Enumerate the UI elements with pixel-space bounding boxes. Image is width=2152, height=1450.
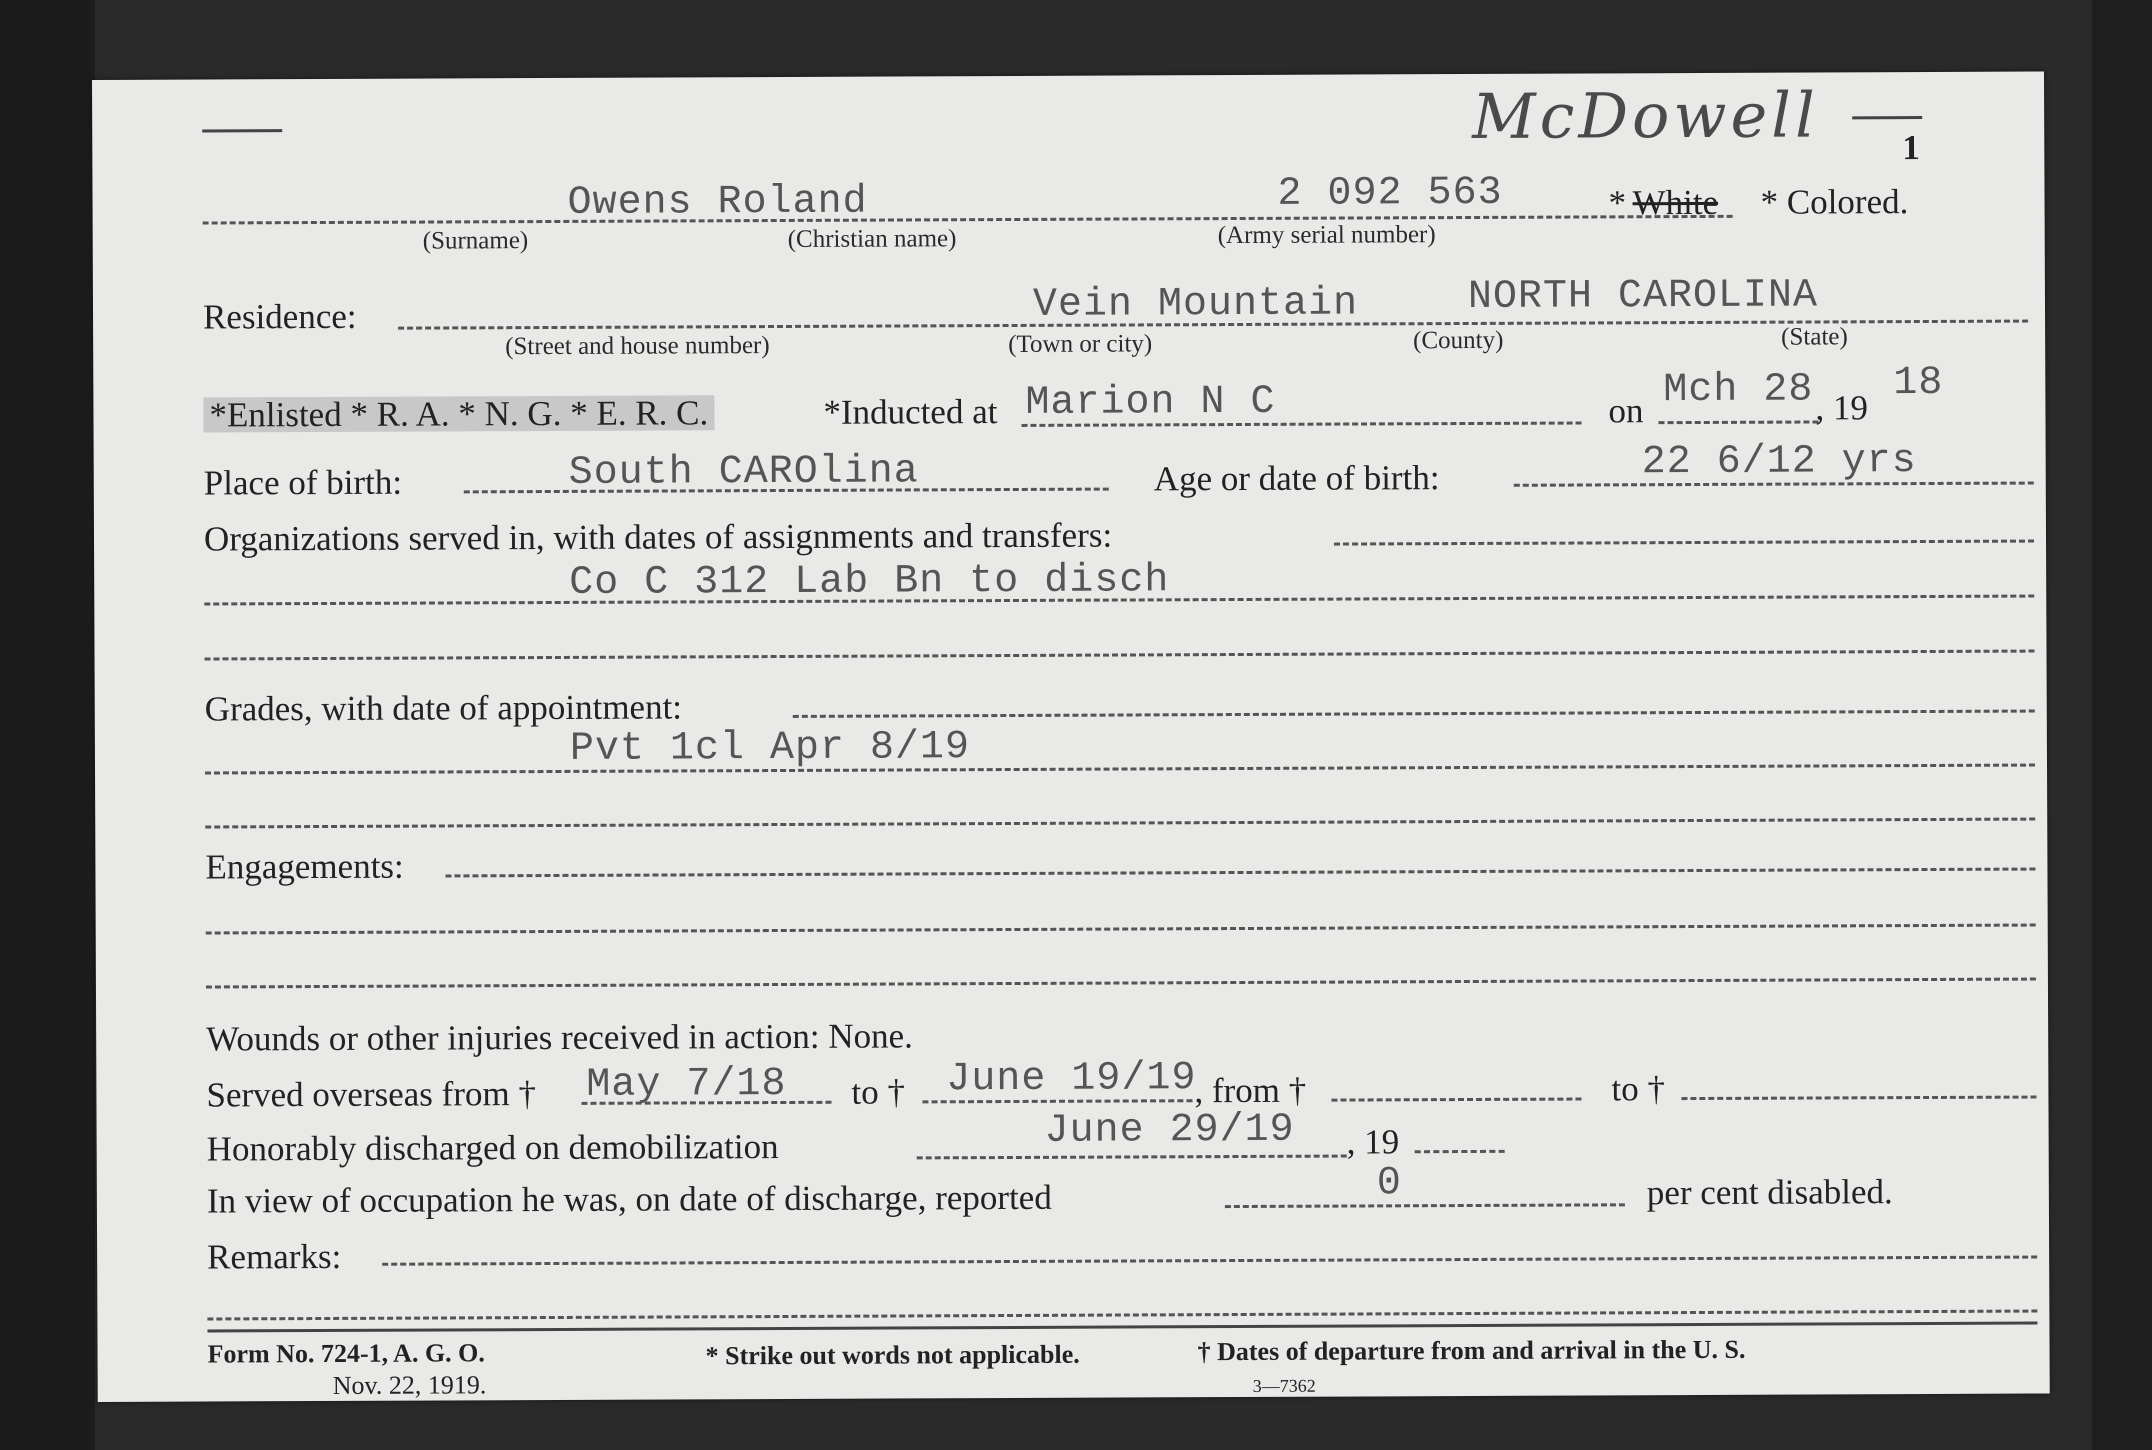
caption-county: (County) — [1413, 326, 1504, 355]
engagements-line-3 — [206, 978, 2036, 989]
race-prefix: * — [1608, 183, 1627, 223]
caption-state: (State) — [1781, 323, 1848, 351]
print-code: 3—7362 — [1252, 1375, 1316, 1396]
remarks-line-1 — [382, 1256, 2037, 1266]
state-value: NORTH CAROLINA — [1467, 273, 1819, 320]
caption-surname: (Surname) — [422, 227, 529, 255]
remarks-label: Remarks: — [207, 1236, 342, 1277]
overseas-to-label: to † — [851, 1072, 905, 1112]
caption-army-serial: (Army serial number) — [1217, 221, 1436, 250]
overseas-to-date: June 19/19 — [946, 1056, 1197, 1103]
disability-value: 0 — [1376, 1161, 1402, 1207]
page-number: 1 — [1902, 128, 1920, 168]
serial-number-value: 2 092 563 — [1277, 170, 1503, 217]
discharge-year-prefix: , 19 — [1346, 1122, 1400, 1162]
grades-line-3 — [205, 818, 2035, 829]
birth-label: Place of birth: — [203, 462, 403, 503]
birth-place: South CAROlina — [568, 449, 919, 496]
scan-background-right — [2092, 0, 2152, 1450]
disability-suffix: per cent disabled. — [1646, 1172, 1893, 1213]
on-label: on — [1608, 391, 1644, 431]
disability-label: In view of occupation he was, on date of discharge, reported — [206, 1177, 1052, 1221]
race-white-struck: White — [1632, 182, 1719, 223]
inducted-place: Marion N C — [1025, 379, 1276, 426]
surname-value: Owens Roland — [567, 179, 868, 226]
wounds-statement: Wounds or other injuries received in action: None. — [206, 1016, 913, 1059]
grades-value: Pvt 1cl Apr 8/19 — [569, 725, 971, 772]
discharge-year-line — [1415, 1150, 1505, 1153]
organizations-label: Organizations served in, with dates of assignments and transfers: — [203, 515, 1113, 559]
county-handwritten-note: McDowell — [1472, 78, 1820, 153]
inducted-year: 18 — [1893, 360, 1944, 407]
footnote-dates: † Dates of departure from and arrival in the U. S. — [1197, 1334, 1746, 1367]
grades-line-1 — [793, 710, 2035, 718]
disability-line — [1225, 1203, 1625, 1208]
top-right-rule — [1852, 116, 1922, 119]
grades-line-2 — [205, 764, 2035, 775]
remarks-bottom-rule — [207, 1322, 2037, 1333]
discharge-line — [917, 1155, 1347, 1160]
service-record-card — [92, 71, 2050, 1402]
scan-background-left — [0, 0, 95, 1450]
discharge-date: June 29/19 — [1044, 1107, 1295, 1154]
engagements-line-1 — [445, 868, 2035, 878]
footnote-strike-out: * Strike out words not applicable. — [705, 1339, 1080, 1371]
second-from-label: , from † — [1194, 1070, 1307, 1111]
name-line — [203, 215, 1733, 225]
age-label: Age or date of birth: — [1153, 458, 1440, 499]
organizations-line-1 — [1334, 540, 2034, 546]
year-prefix: , 19 — [1815, 388, 1869, 428]
second-to-label: to † — [1611, 1069, 1665, 1109]
inducted-date-line — [1659, 420, 1819, 424]
form-date: Nov. 22, 1919. — [332, 1370, 487, 1400]
engagements-line-2 — [206, 924, 2036, 935]
form-number: Form No. 724-1, A. G. O. — [207, 1338, 485, 1369]
remarks-line-2 — [207, 1310, 2037, 1321]
grades-label: Grades, with date of appointment: — [204, 687, 683, 729]
organizations-value: Co C 312 Lab Bn to disch — [569, 558, 1170, 606]
second-to-line — [1681, 1096, 2036, 1101]
top-left-rule — [202, 129, 282, 132]
second-from-line — [1331, 1098, 1581, 1102]
overseas-label: Served overseas from † — [206, 1074, 536, 1115]
caption-town: (Town or city) — [1008, 330, 1153, 359]
age-value: 22 6/12 yrs — [1641, 439, 1917, 486]
overseas-from-date: May 7/18 — [586, 1061, 787, 1108]
enlistment-options: *Enlisted * R. A. * N. G. * E. R. C. — [203, 395, 714, 432]
caption-christian-name: (Christian name) — [787, 225, 957, 253]
race-colored: * Colored. — [1760, 182, 1909, 222]
discharge-label: Honorably discharged on demobilization — [206, 1127, 779, 1169]
residence-label: Residence: — [202, 296, 357, 337]
engagements-label: Engagements: — [205, 846, 404, 887]
caption-street: (Street and house number) — [505, 332, 770, 361]
town-value: Vein Mountain — [1032, 281, 1359, 328]
inducted-label: *Inducted at — [823, 392, 998, 432]
inducted-date: Mch 28 — [1663, 367, 1814, 414]
organizations-line-3 — [205, 650, 2035, 661]
